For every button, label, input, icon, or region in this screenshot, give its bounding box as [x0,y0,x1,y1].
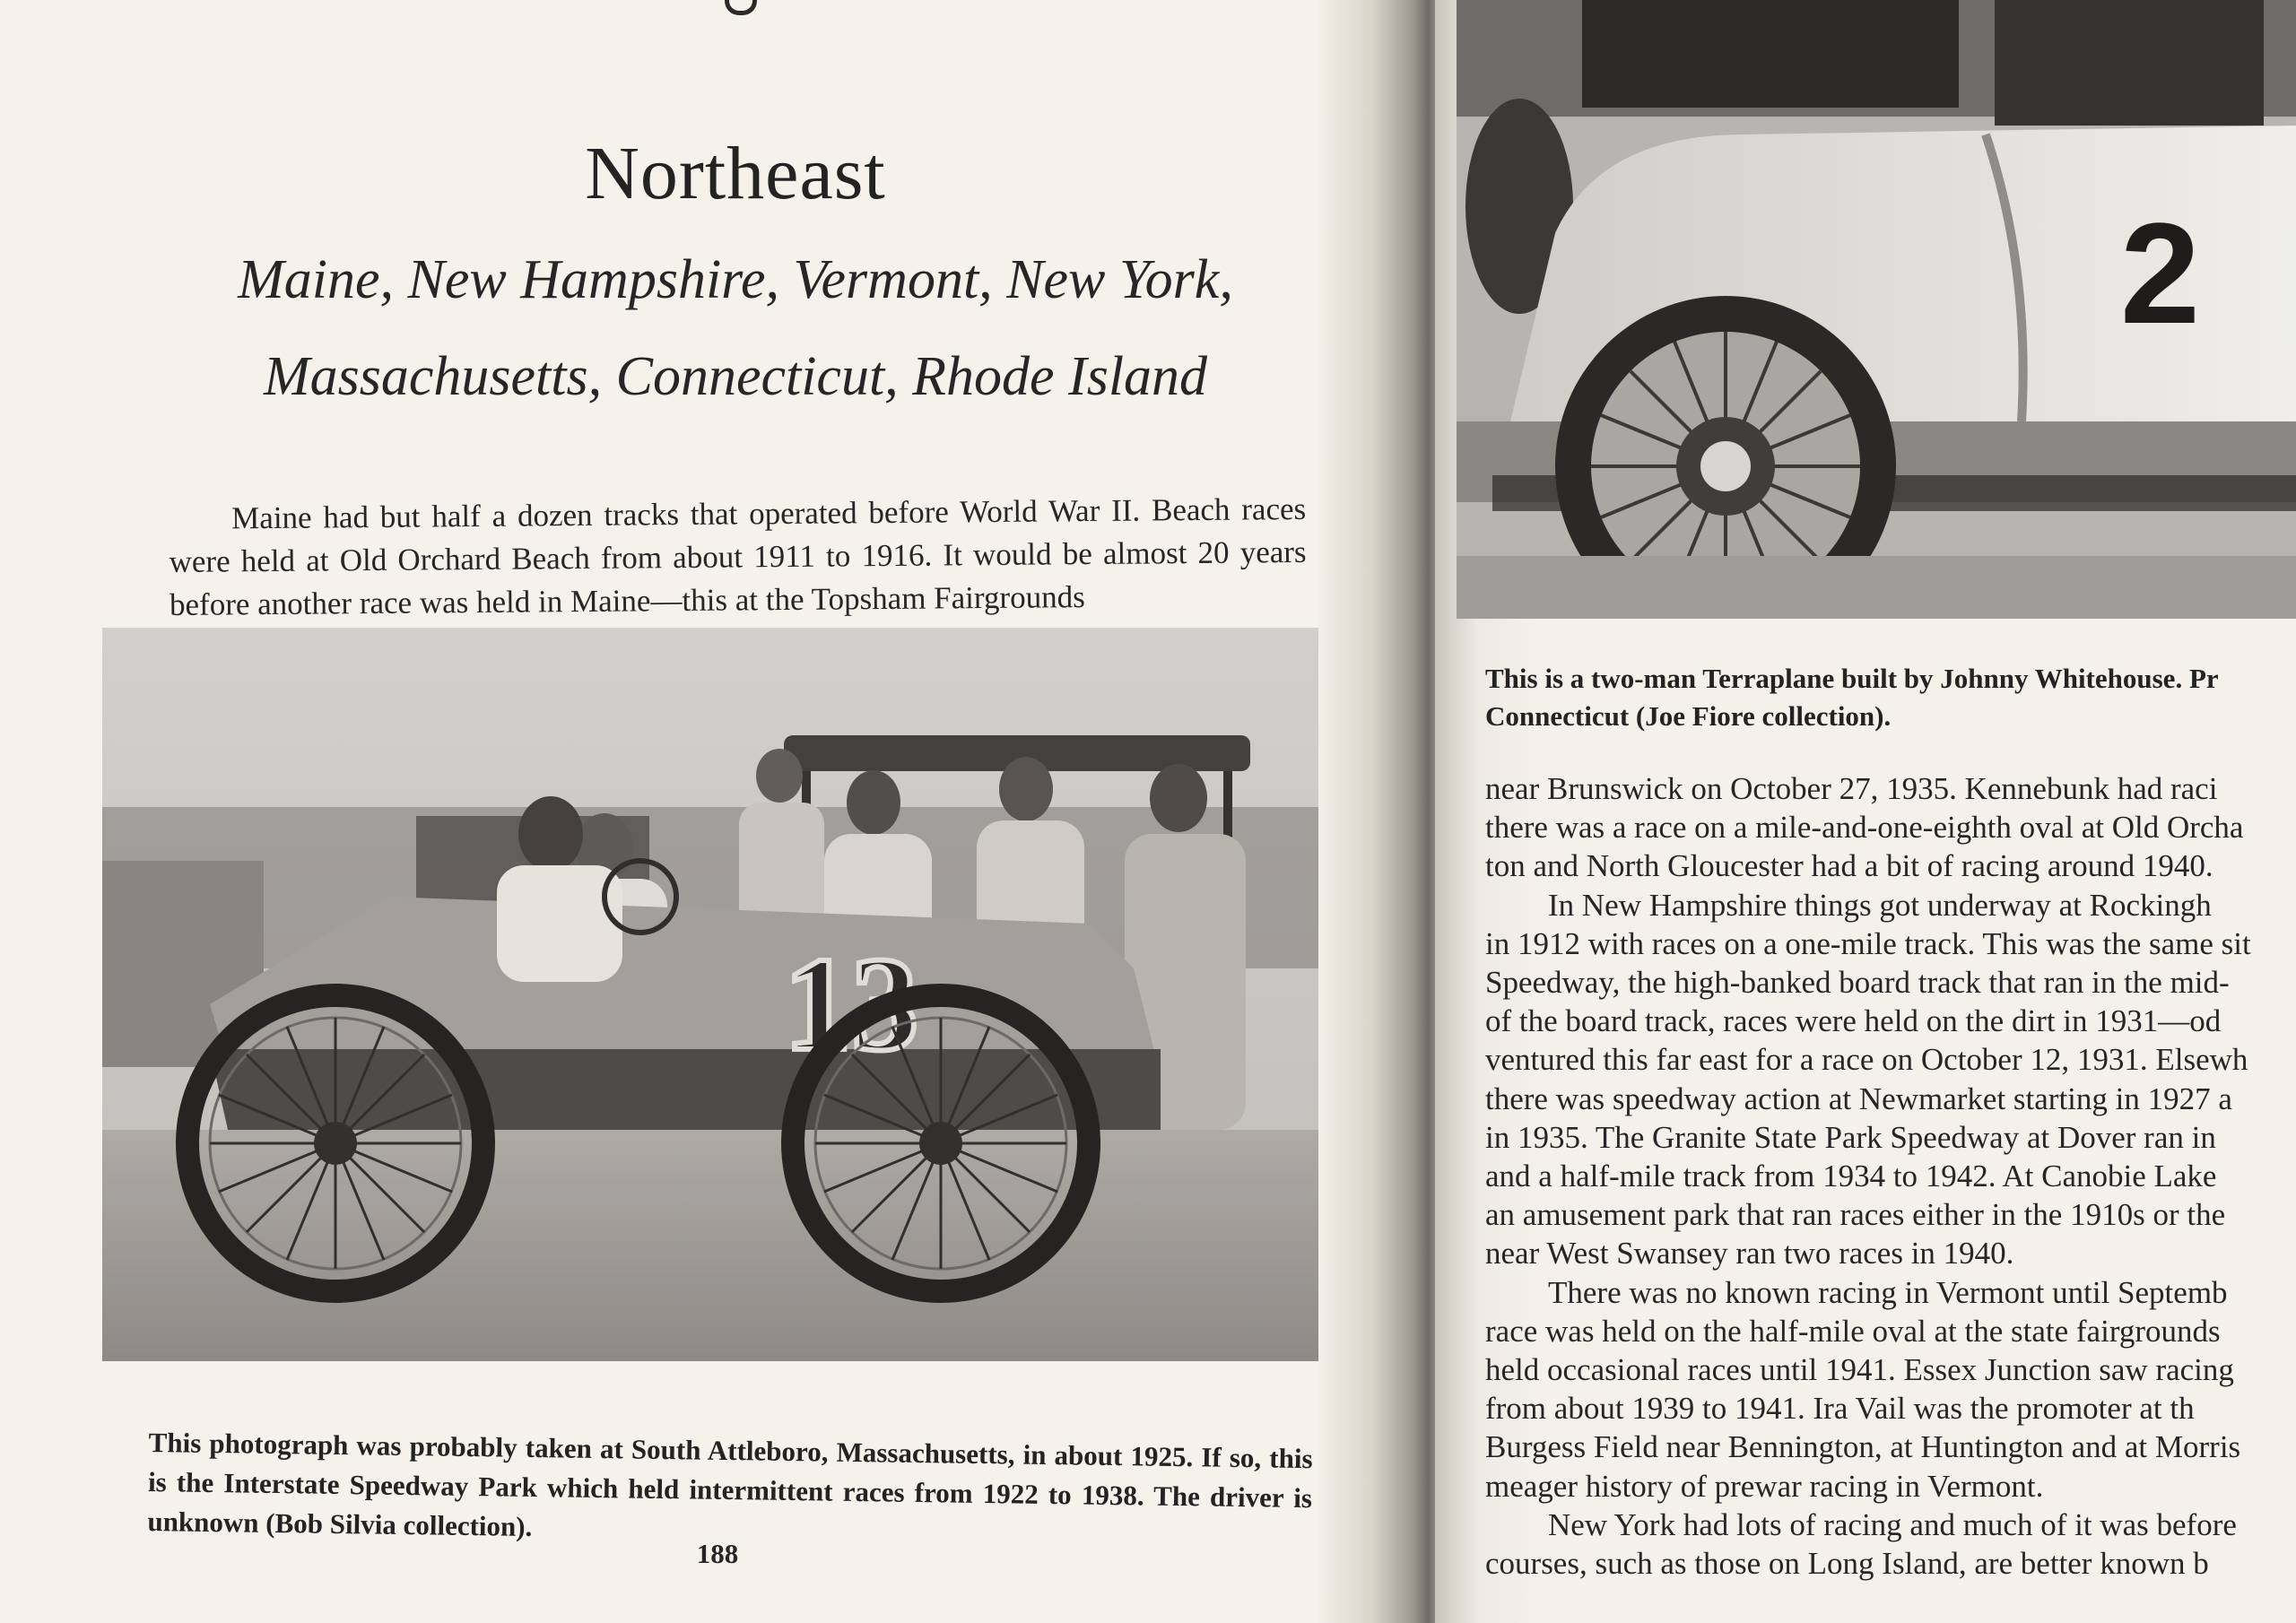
body-line: race was held on the half-mile oval at the state fairgrounds [1485,1313,2221,1349]
race-car-photograph [102,628,1327,1361]
body-line: ton and North Gloucester had a bit of racing around 1940. [1485,848,2213,884]
cropped-heading-glyph [725,0,757,15]
body-line: held occasional races until 1941. Essex Junction saw racing [1485,1352,2234,1388]
body-line: Burgess Field near Bennington, at Huntington and at Morris [1485,1429,2241,1465]
race-car-photo-illustration [102,628,1327,1361]
body-line: near Brunswick on October 27, 1935. Kennebunk had raci [1485,771,2218,806]
page-number: 188 [696,1538,739,1569]
subtitle-line-2: Massachusetts, Connecticut, Rhode Island [263,346,1208,407]
body-line: near West Swansey ran two races in 1940. [1485,1236,2014,1271]
chapter-subtitle [0,231,1471,425]
photo-caption-left: This photograph was probably taken at South Attleboro, Massachusetts, in about 1925. If so, this is the Interstate Speedway Park which held intermittent races from 1922 to 1938. The driver is unknown (Bob Silvia collection). [147,1426,1313,1542]
car-number-2: 2 [2120,193,2200,353]
body-line: courses, such as those on Long Island, are better known b [1485,1546,2209,1582]
body-line: meager history of prewar racing in Vermont. [1485,1468,2044,1504]
body-line: New York had lots of racing and much of it was before [1548,1506,2237,1542]
terraplane-photograph [1457,0,2296,619]
photo-caption-right [1485,660,2292,735]
body-line: there was a race on a mile-and-one-eighth oval at Old Orcha [1485,810,2244,846]
body-text-right [1485,769,2296,1583]
body-line: from about 1939 to 1941. Ira Vail was the promoter at th [1485,1391,2195,1427]
body-line: There was no known racing in Vermont until Septemb [1548,1274,2228,1310]
caption-right-line-1: This is a two-man Terraplane built by Johnny Whitehouse. Pr [1485,663,2219,694]
body-line: and a half-mile track from 1934 to 1942. At Canobie Lake [1485,1159,2217,1194]
body-line: In New Hampshire things got underway at Rockingh [1548,887,2212,923]
body-line: of the board track, races were held on the dirt in 1931—od [1485,1003,2222,1039]
subtitle-line-1: Maine, New Hampshire, Vermont, New York, [238,249,1233,310]
body-line: ventured this far east for a race on October 12, 1931. Elsewh [1485,1042,2248,1078]
body-line: an amusement park that ran races either in the 1910s or the [1485,1197,2226,1233]
chapter-title: Northeast [585,132,886,215]
body-line: in 1935. The Granite State Park Speedway at Dover ran in [1485,1119,2216,1155]
body-line: there was speedway action at Newmarket starting in 1927 a [1485,1081,2232,1116]
body-line: Speedway, the high-banked board track that ran in the mid- [1485,965,2230,1001]
caption-right-line-2: Connecticut (Joe Fiore collection). [1485,700,1892,732]
car-number-13: 13 [784,930,918,1079]
terraplane-photo-illustration [1457,0,2296,619]
intro-paragraph: Maine had but half a dozen tracks that operated before World War II. Beach races were held at Old Orchard Beach from about 1911 to 1916. It would be almost 20 years before another race was held in Maine—this at the Topsham Fairgrounds [169,490,1307,622]
body-line: in 1912 with races on a one-mile track. This was the same sit [1485,925,2251,961]
